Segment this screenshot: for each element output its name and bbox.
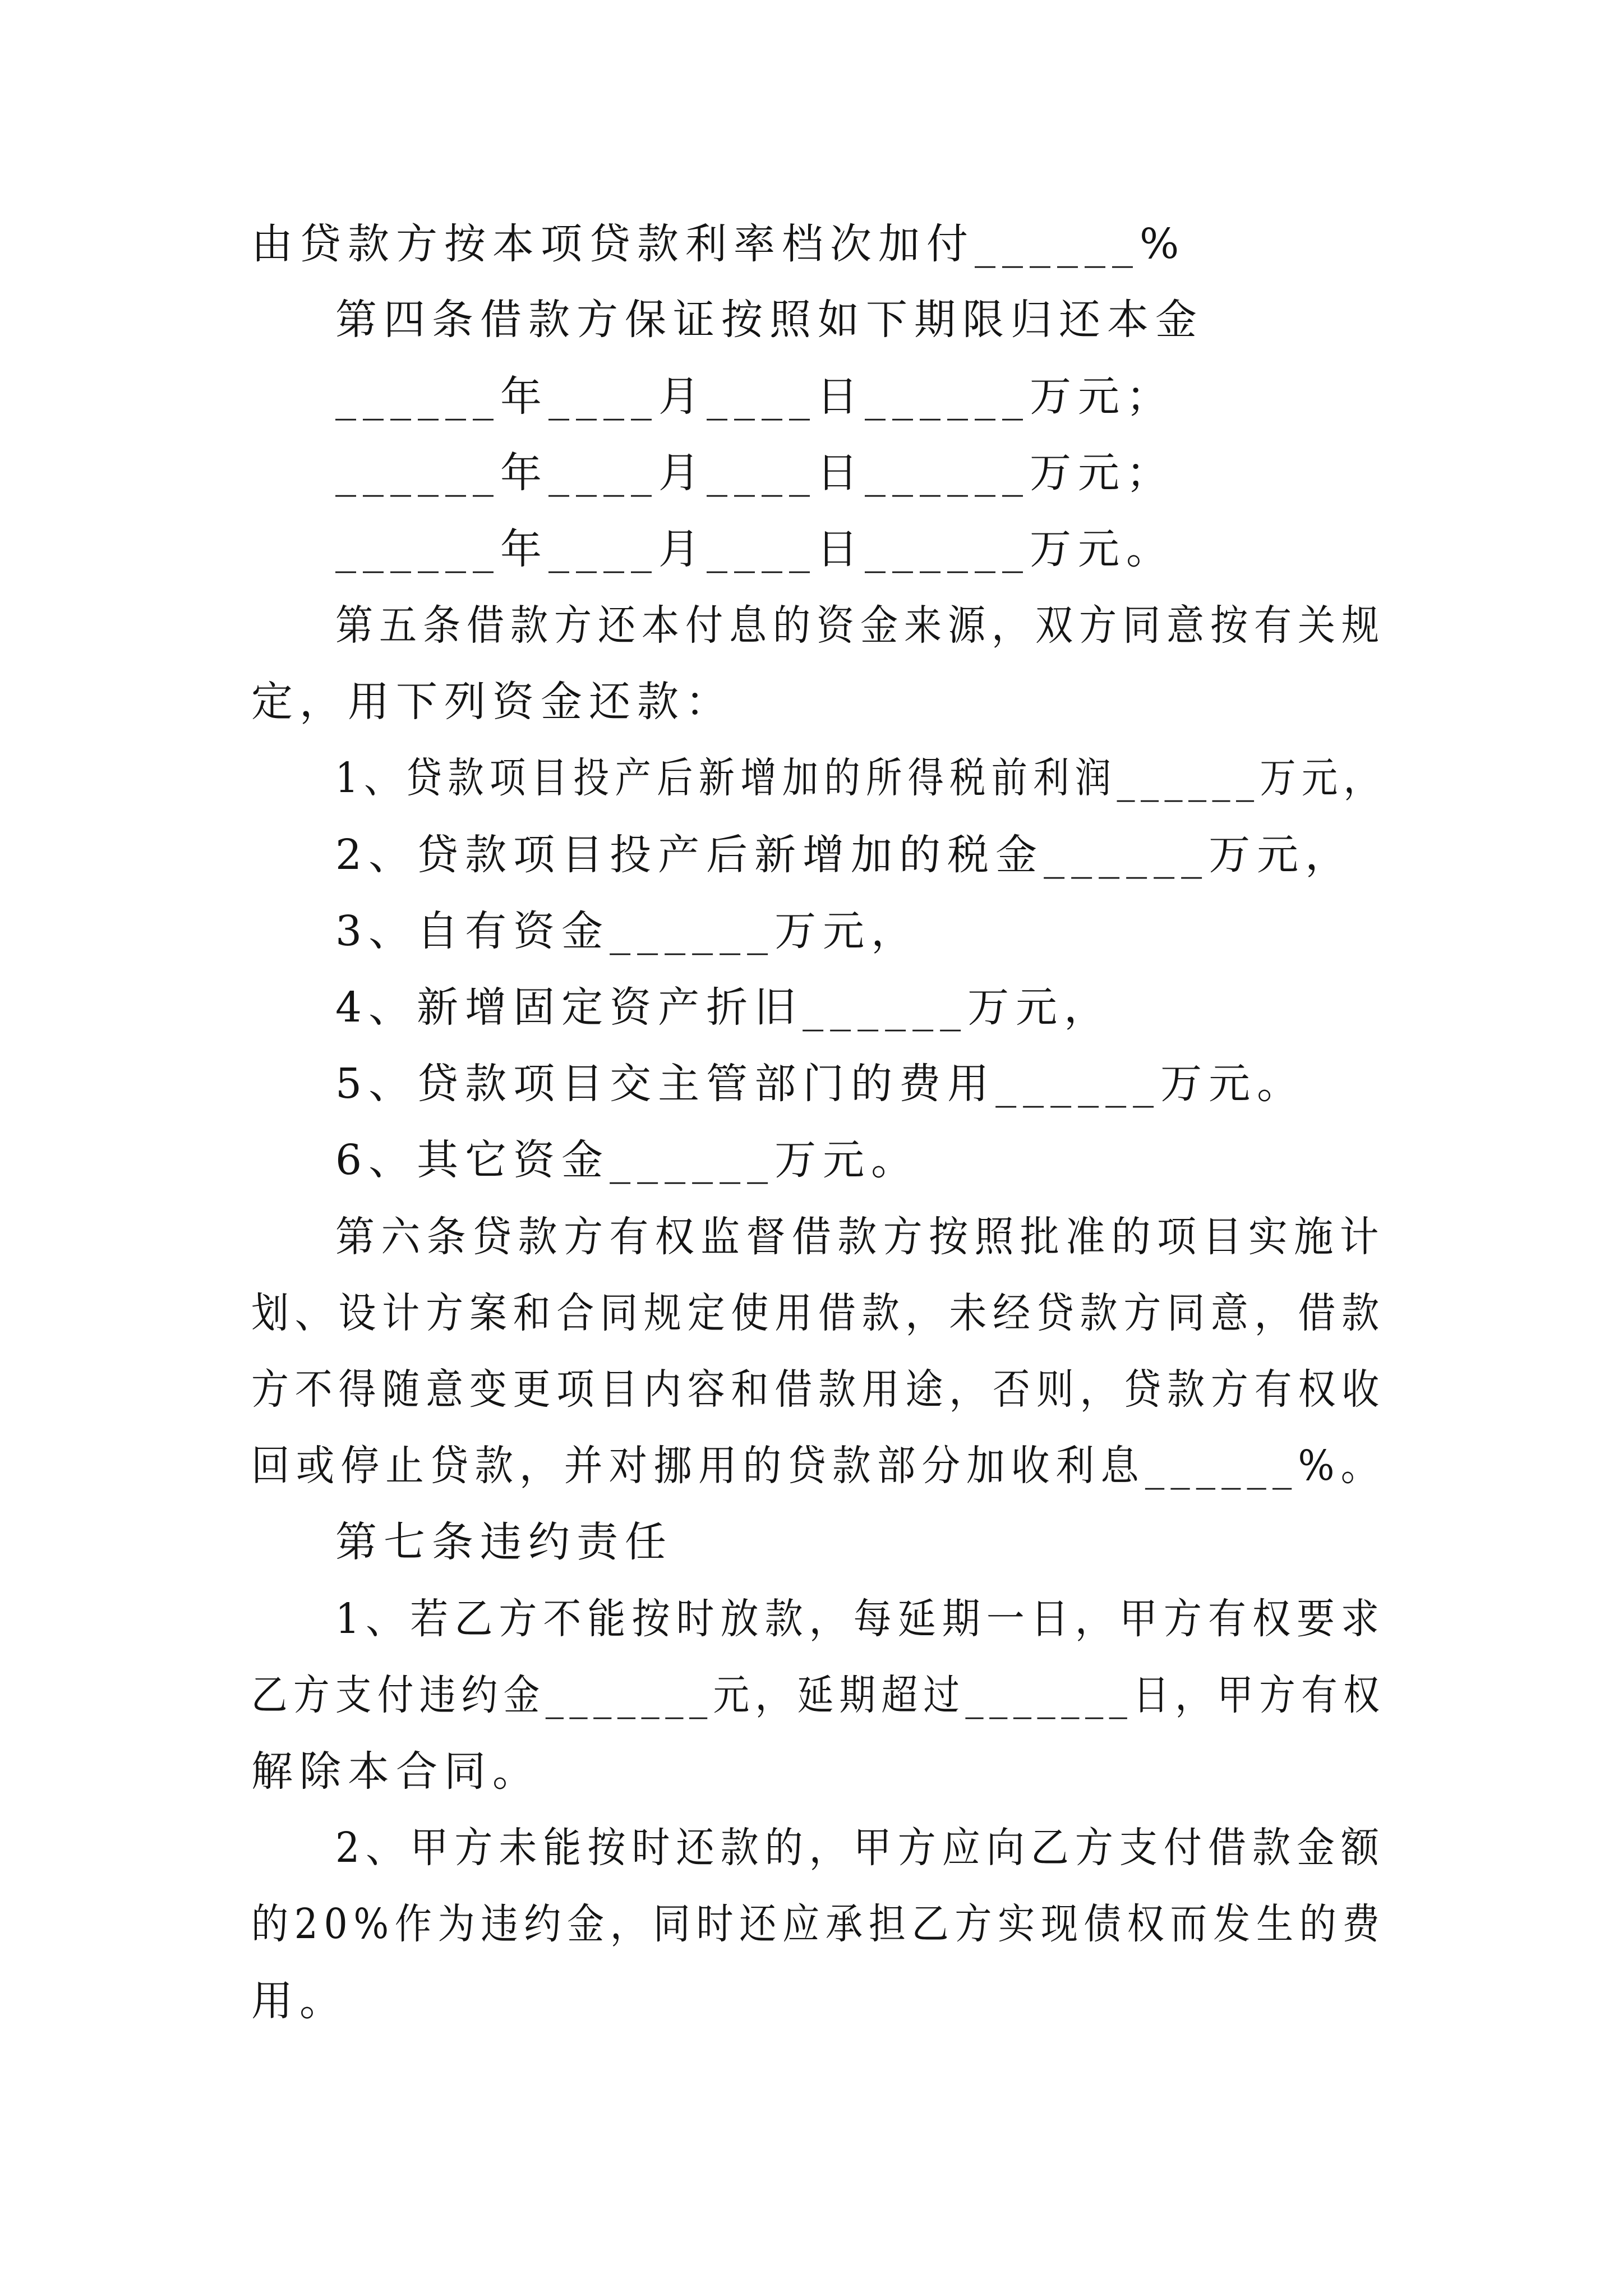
paragraph-line: 的20%作为违约金，同时还应承担乙方实现债权而发生的费	[251, 1900, 1386, 1948]
paragraph-line: 划、设计方案和合同规定使用借款，未经贷款方同意，借款	[251, 1289, 1386, 1337]
list-item: 2、甲方未能按时还款的，甲方应向乙方支付借款金额	[335, 1824, 1386, 1872]
repayment-schedule-line: ______年____月____日______万元。	[335, 525, 1174, 573]
repayment-schedule-line: ______年____月____日______万元；	[335, 449, 1174, 497]
repayment-schedule-line: ______年____月____日______万元；	[335, 372, 1174, 421]
paragraph-line: 回或停止贷款，并对挪用的贷款部分加收利息______%。	[251, 1442, 1386, 1490]
article-6-heading: 第六条贷款方有权监督借款方按照批准的项目实施计	[335, 1213, 1385, 1261]
list-item: 1、若乙方不能按时放款，每延期一日，甲方有权要求	[335, 1595, 1386, 1643]
paragraph-line: 解除本合同。	[251, 1747, 541, 1796]
list-item: 5、贷款项目交主管部门的费用______万元。	[335, 1060, 1306, 1108]
list-item: 4、新增固定资产折旧______万元，	[335, 983, 1113, 1032]
paragraph-line: 定，用下列资金还款：	[251, 678, 734, 726]
list-item: 2、贷款项目投产后新增加的税金______万元，	[335, 831, 1354, 879]
paragraph-line: 由贷款方按本项贷款利率档次加付______%	[251, 220, 1186, 268]
list-item: 6、其它资金______万元。	[335, 1136, 920, 1184]
paragraph-line: 用。	[251, 1977, 348, 2025]
list-item: 1、贷款项目投产后新增加的所得税前利润______万元，	[335, 754, 1386, 802]
article-7-heading: 第七条违约责任	[335, 1518, 673, 1566]
article-5-heading: 第五条借款方还本付息的资金来源，双方同意按有关规	[335, 601, 1386, 650]
paragraph-line: 乙方支付违约金_______元，延期超过_______日，甲方有权	[251, 1671, 1386, 1719]
article-4-heading: 第四条借款方保证按照如下期限归还本金	[335, 296, 1204, 344]
paragraph-line: 方不得随意变更项目内容和借款用途，否则，贷款方有权收	[251, 1365, 1386, 1414]
list-item: 3、自有资金______万元，	[335, 907, 920, 955]
